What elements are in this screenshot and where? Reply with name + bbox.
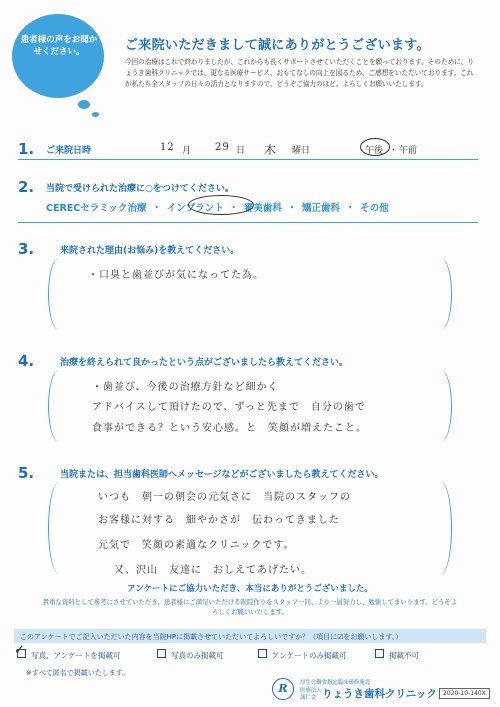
q1-am-option: 午前	[399, 146, 418, 156]
speech-bubble	[12, 14, 104, 98]
q1-day-unit: 日	[236, 146, 246, 156]
q3-bracket-left	[48, 258, 70, 330]
option-sep-4: ・	[345, 203, 355, 214]
q1-separator: ・	[389, 146, 399, 156]
q5-bracket-left	[48, 482, 70, 574]
option-sep-1: ・	[151, 203, 162, 214]
page-title: ご来院いただきまして誠にありがとうございます。	[125, 38, 430, 53]
q1-number: 1.	[18, 140, 35, 158]
thanks-heading: アンケートにご協力いただき、本当にありがとうございました。	[127, 584, 373, 594]
clinic-affiliation: 厚生労働省指定臨床研修施設	[300, 680, 371, 686]
checkbox-survey-only[interactable]	[258, 649, 267, 658]
option-photo-and-survey-label: 写真、アンケートを掲載可	[31, 651, 121, 660]
q2-number: 2.	[18, 178, 35, 196]
anonymous-note: ※すべて匿名で掲載いたします。	[26, 669, 130, 677]
q1-month-unit: 月	[182, 146, 192, 156]
q4-number: 4.	[18, 352, 35, 370]
q1-month-value: 12	[160, 142, 175, 153]
option-sep-3: ・	[287, 203, 297, 214]
q1-pm-option: 午後	[365, 146, 384, 156]
intro-text: 今回の治療はこれで終わりましたが、これからも長くサポートさせていただくことを願っております。そのために、りょうき歯科クリニックでは、更なる医療サービス、おもてなしの向上を図るため、ご感想をいただいております。これが私たち全スタッフの日々の活力となりますので、どうぞご協力のほど、よろしくお願いいたします。	[125, 58, 474, 88]
clinic-logo-icon: R	[272, 678, 294, 700]
option-other: その他	[360, 203, 389, 214]
q1-title: ご来院日時	[46, 146, 92, 156]
checkbox-not-publish[interactable]	[375, 649, 384, 658]
q3-title: 来院された理由(お悩み)を教えてください。	[60, 246, 240, 256]
option-not-publish-label: 掲載不可	[389, 651, 419, 660]
q3-answer: ・口臭と歯並びが気になってた為。	[88, 270, 264, 281]
q5-answer-line-3: 元気で 笑顔の素適なクリニックです。	[98, 540, 295, 551]
q5-answer-line-4: 又、沢山 友達に おしえてあげたい。	[114, 565, 312, 576]
q5-answer-line-1: いつも 朝一の朝会の元気さに 当院のスタッフの	[98, 492, 351, 503]
thanks-subtext: 貴重な資料として参考にさせていただき、患者様にご満足いただける医院作りをスタッフ一同、より一層努力し、勉強してまいります。どうぞよろしくお願いいたします。	[42, 598, 458, 616]
q2-title: 当院で受けられた治療に○をつけてください。	[46, 184, 234, 194]
q1-underline	[18, 159, 478, 160]
document-code: 2020-10-140X	[439, 688, 490, 699]
option-aesthetic: 審美歯科	[243, 203, 282, 214]
option-photo-only-label: 写真のみ掲載可	[171, 651, 224, 660]
q1-selected-circle	[360, 138, 390, 156]
option-implant: インプラント	[166, 203, 224, 214]
q1-weekday-value: 木	[264, 143, 278, 157]
q4-bracket-right	[430, 370, 452, 442]
q4-answer-line-2: アドバイスして頂けたので、ずっと先まで 自分の歯で	[92, 402, 366, 413]
check-mark-icon: ✓	[14, 643, 25, 658]
speech-bubble-text: 患者様の声をお聞かせください。	[20, 35, 98, 57]
q3-number: 3.	[18, 240, 35, 258]
q4-answer-line-1: ・歯並び、今後の治療方針など細かく	[92, 382, 279, 393]
option-cerec: CERECセラミック治療	[46, 203, 147, 214]
q4-answer-line-3: 食事ができる？という安心感。と 笑顔が増えたこと。	[92, 423, 367, 434]
q4-title: 治療を終えられて良かったという点がございましたら教えてください。	[60, 358, 349, 368]
checkbox-photo-only[interactable]	[157, 649, 166, 658]
q3-bracket-right	[430, 258, 452, 330]
q5-title: 当院または、担当歯科医師へメッセージなどがございましたら教えてください。	[60, 470, 384, 480]
option-sep-2: ・	[229, 203, 239, 214]
q1-weekday-unit: 曜日	[292, 146, 311, 156]
implant-selected-circle	[188, 195, 254, 215]
option-survey-only-label: アンケートのみ掲載可	[272, 651, 347, 660]
bubble-tail-dot-small	[92, 112, 99, 117]
bubble-tail-dot	[78, 100, 90, 109]
q2-underline	[18, 222, 478, 223]
q1-day-value: 29	[215, 142, 230, 153]
q5-answer-line-2: お客様に対する 細やかさが 伝わってきました	[98, 515, 340, 526]
q5-bracket-right	[430, 482, 452, 574]
clinic-corporation: 医療法人 誠仁会	[300, 688, 322, 701]
option-orthodontic: 矯正歯科	[302, 203, 341, 214]
q5-number: 5.	[18, 464, 35, 482]
q4-bracket-left	[48, 370, 70, 442]
consent-question: このアンケートでご記入いただいた内容を当院HPに掲載させていただいてよろしいですか？（項目に☑をお願いします。）	[14, 629, 486, 643]
clinic-name: りょうき歯科クリニック	[322, 688, 437, 700]
